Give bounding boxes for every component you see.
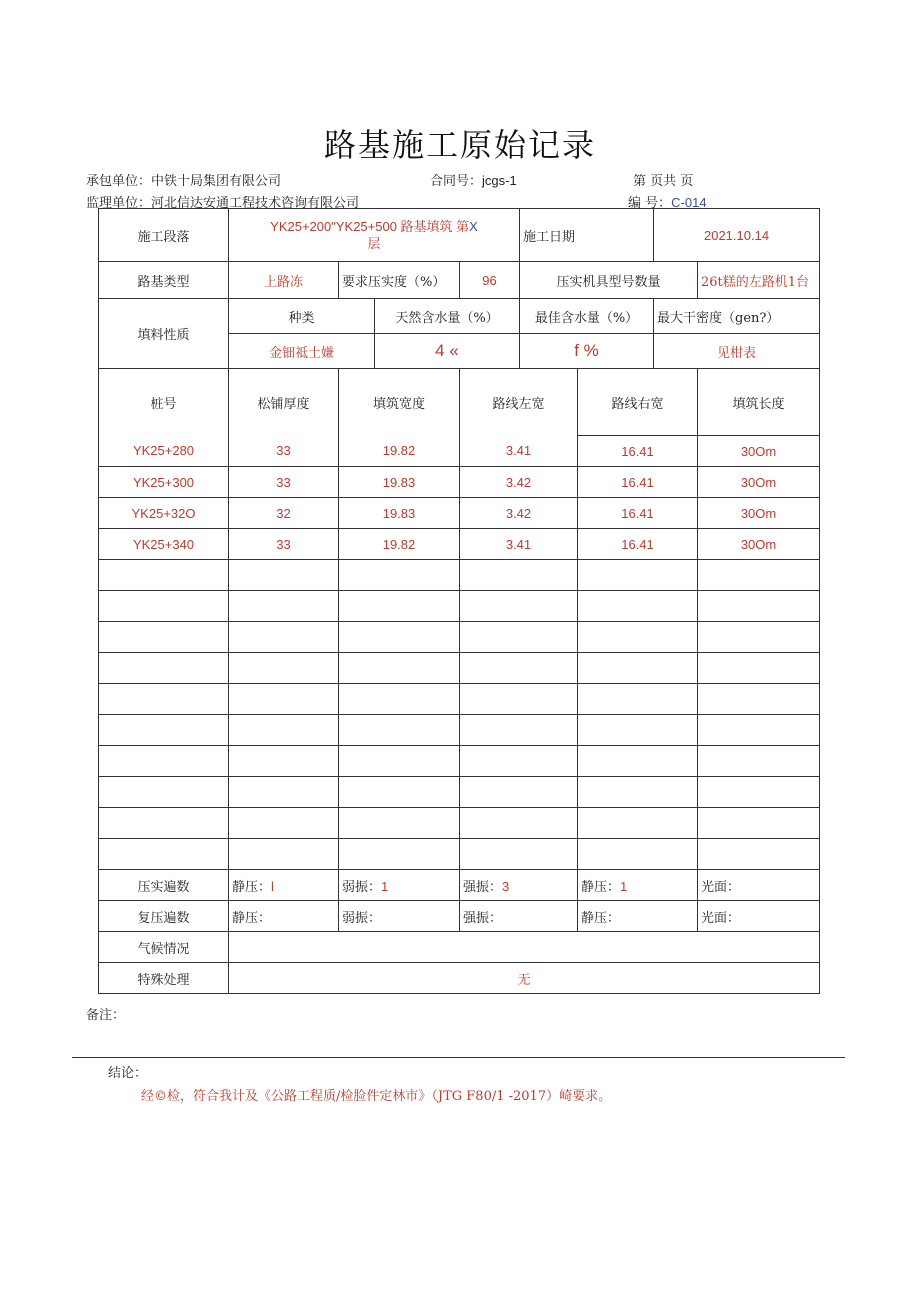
special-value: 无 <box>229 963 820 994</box>
compaction-label: 要求压实度（%） <box>339 262 460 299</box>
left-width-cell: 3.41 <box>460 529 578 560</box>
conclusion-text: 经©检，符合我计及《公路工程质/检脸件定林市》（JTG F80/1 -2017）崎要求。 <box>141 1089 612 1104</box>
col-header-left-width: 路线左宽 <box>460 369 578 436</box>
special-row <box>99 963 820 994</box>
left-width-cell: 3.42 <box>460 467 578 498</box>
fill-label: 填料性质 <box>99 299 229 369</box>
compaction-passes-row <box>99 870 820 901</box>
section-value-x: X <box>469 218 478 234</box>
contractor-value: 中铁十局集团有限公司 <box>151 174 282 189</box>
remarks-label: 备注： <box>86 1008 126 1023</box>
thickness-cell: 32 <box>229 498 339 529</box>
fill-header-row <box>99 299 820 334</box>
thickness-cell: 33 <box>229 467 339 498</box>
recompact-static1: 静压： <box>229 901 339 932</box>
kind-value: 金钿祗土嫌 <box>229 334 375 369</box>
optimal-value: f % <box>520 334 654 369</box>
compact-static2-value: 1 <box>620 878 628 894</box>
compaction-value: 96 <box>460 262 520 299</box>
section-label: 施工段落 <box>99 209 229 262</box>
thickness-cell: 33 <box>229 529 339 560</box>
contractor-label: 承包单位： <box>86 174 152 189</box>
left-width-cell: 3.41 <box>460 436 578 467</box>
record-table <box>98 208 820 994</box>
right-width-cell: 16.41 <box>578 498 698 529</box>
recompact-strong: 强振： <box>460 901 578 932</box>
moisture-label: 天然含水量（%） <box>375 299 520 334</box>
compact-static2-label: 静压： <box>581 879 621 895</box>
compact-weak <box>339 870 460 901</box>
weather-row <box>99 932 820 963</box>
supervisor-label: 监理单位： <box>86 196 152 211</box>
compact-static2 <box>578 870 698 901</box>
contract-line <box>430 170 517 189</box>
left-width-cell: 3.42 <box>460 498 578 529</box>
recompact-weak: 弱振： <box>339 901 460 932</box>
compact-static1-value: l <box>271 878 274 894</box>
width-cell: 19.83 <box>339 467 460 498</box>
section-value <box>229 209 520 262</box>
table-row <box>99 529 820 560</box>
contract-value: jcgs-1 <box>482 173 517 188</box>
section-value-main: YK25+200"YK25+500 路基填筑 第 <box>270 218 470 234</box>
contractor-line <box>86 170 281 189</box>
recompaction-passes-label: 复压遍数 <box>99 901 229 932</box>
date-value: 2021.10.14 <box>654 209 820 262</box>
weather-label: 气候情况 <box>99 932 229 963</box>
compact-weak-label: 弱振： <box>342 879 382 895</box>
recompact-static2: 静压： <box>578 901 698 932</box>
right-width-cell: 16.41 <box>578 467 698 498</box>
page-count: 第 页共 页 <box>633 174 694 189</box>
moisture-value: 4 « <box>375 334 520 369</box>
col-header-loose-thickness: 松铺厚度 <box>229 369 339 436</box>
divider-line <box>72 1057 845 1058</box>
document-title: 路基施工原始记录 <box>323 126 596 164</box>
empty-row <box>99 560 820 591</box>
weather-value <box>229 932 820 963</box>
contract-label: 合同号： <box>430 174 483 189</box>
length-cell: 30Om <box>698 529 820 560</box>
empty-row <box>99 746 820 777</box>
col-header-fill-length: 填筑长度 <box>698 369 820 436</box>
date-label: 施工日期 <box>520 209 654 262</box>
thickness-cell: 33 <box>229 436 339 467</box>
empty-row <box>99 715 820 746</box>
width-cell: 19.82 <box>339 529 460 560</box>
serial-label: 编 号： <box>628 196 672 211</box>
station-cell: YK25+300 <box>99 467 229 498</box>
table-row <box>99 467 820 498</box>
right-width-cell: 16.41 <box>578 529 698 560</box>
supervisor-value: 河北信达安通工程技术咨询有限公司 <box>151 196 360 211</box>
compaction-passes-label: 压实遍数 <box>99 870 229 901</box>
empty-row <box>99 684 820 715</box>
serial-value: C-014 <box>671 195 707 210</box>
compact-strong <box>460 870 578 901</box>
empty-row <box>99 653 820 684</box>
empty-row <box>99 622 820 653</box>
empty-row <box>99 839 820 870</box>
length-cell: 30Om <box>698 436 820 467</box>
machine-label: 压实机具型号数量 <box>520 262 698 299</box>
compact-smooth: 光面： <box>698 870 820 901</box>
col-header-right-width: 路线右宽 <box>578 369 698 436</box>
compact-static1 <box>229 870 339 901</box>
kind-label: 种类 <box>229 299 375 334</box>
type-label: 路基类型 <box>99 262 229 299</box>
compact-strong-value: 3 <box>502 878 510 894</box>
empty-row <box>99 777 820 808</box>
length-cell: 30Om <box>698 467 820 498</box>
optimal-label: 最佳含水量（%） <box>520 299 654 334</box>
section-value-layer: 层 <box>367 236 381 252</box>
length-cell: 30Om <box>698 498 820 529</box>
station-cell: YK25+32O <box>99 498 229 529</box>
density-value: 见柑表 <box>654 334 820 369</box>
compact-weak-value: 1 <box>381 878 389 894</box>
station-cell: YK25+340 <box>99 529 229 560</box>
empty-row <box>99 808 820 839</box>
right-width-cell: 16.41 <box>578 436 698 467</box>
machine-value: 26t糕的左路机1台 <box>698 262 820 299</box>
recompact-smooth: 光面： <box>698 901 820 932</box>
recompaction-passes-row <box>99 901 820 932</box>
table-row <box>99 498 820 529</box>
col-header-station: 桩号 <box>99 369 229 436</box>
col-header-fill-width: 填筑宽度 <box>339 369 460 436</box>
width-cell: 19.83 <box>339 498 460 529</box>
density-label: 最大干密度（gen?） <box>654 299 820 334</box>
conclusion-label: 结论： <box>108 1066 148 1081</box>
station-cell: YK25+280 <box>99 436 229 467</box>
empty-row <box>99 591 820 622</box>
type-row <box>99 262 820 299</box>
width-cell: 19.82 <box>339 436 460 467</box>
special-label: 特殊处理 <box>99 963 229 994</box>
compact-static1-label: 静压： <box>232 879 272 895</box>
section-row <box>99 209 820 262</box>
type-value: 上路冻 <box>229 262 339 299</box>
column-header-row <box>99 369 820 436</box>
table-row <box>99 436 820 467</box>
compact-strong-label: 强振： <box>463 879 503 895</box>
